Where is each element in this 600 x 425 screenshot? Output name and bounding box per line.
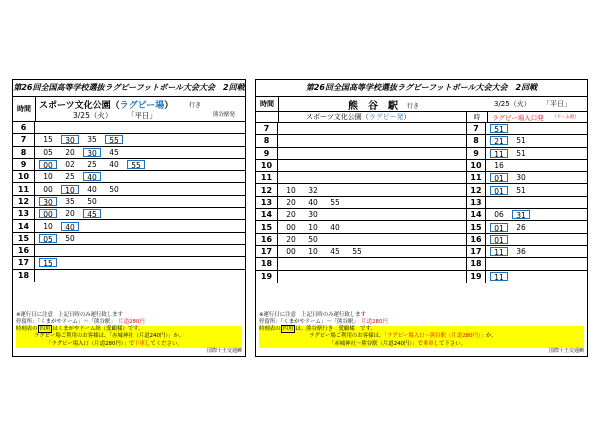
departure-minute: 01 bbox=[490, 223, 508, 232]
hour-cell: 8 bbox=[256, 135, 278, 146]
timetable-row bbox=[256, 160, 587, 172]
minutes-cell bbox=[39, 196, 105, 207]
minutes-cell-2 bbox=[490, 271, 512, 283]
date-label: 3/25（火） bbox=[494, 100, 531, 108]
hour-cell: 11 bbox=[256, 172, 278, 183]
timetable-rows bbox=[13, 122, 245, 282]
departure-minute: 55 bbox=[105, 135, 123, 144]
timetable-row bbox=[256, 234, 587, 246]
hour-cell-2: 13 bbox=[466, 197, 486, 208]
departure-minute: 01 bbox=[490, 173, 508, 182]
hour-cell: 14 bbox=[256, 209, 278, 220]
hour-cell-2: 18 bbox=[466, 258, 486, 269]
departure-minute: 10 bbox=[308, 222, 318, 232]
departure-minute: 40 bbox=[87, 184, 97, 194]
departure-minute: 10 bbox=[43, 172, 53, 182]
timetable-row bbox=[13, 245, 245, 257]
hour-cell-2: 7 bbox=[466, 123, 486, 134]
hour-cell: 15 bbox=[13, 233, 35, 244]
timetable-row bbox=[256, 209, 587, 221]
notes: ※運行日に注意 上記日時のみ運行致します 停留所：「くまがやドーム」～「熊谷駅」 片道280円 時刻表の 四角 は、熊谷駅行き 愛顧様 です。 ラグビー場ご利用のお客様は、「ラグビー場入口～熊谷駅（片道280円）」か、 「赤城神社～熊谷駅（片道240円）」で乗車して下さい。 国際十王交通㈱ bbox=[259, 311, 584, 354]
hour-cell-2: 9 bbox=[466, 148, 486, 159]
departure-minute: 40 bbox=[83, 172, 101, 181]
departure-minute: 30 bbox=[39, 197, 57, 206]
departure-minute: 00 bbox=[39, 209, 57, 218]
departure-minute: 00 bbox=[43, 184, 53, 194]
hour-cell-2: 12 bbox=[466, 184, 486, 195]
departure-minute: 10 bbox=[286, 185, 296, 195]
minutes-cell-2 bbox=[490, 172, 534, 183]
hour-cell: 14 bbox=[13, 220, 35, 231]
departure-minute: 36 bbox=[516, 247, 526, 257]
minutes-cell bbox=[39, 159, 149, 170]
departure-minute: 25 bbox=[65, 172, 75, 182]
departure-minute: 05 bbox=[39, 234, 57, 243]
departure-minute: 45 bbox=[83, 209, 101, 218]
departure-minute: 10 bbox=[308, 247, 318, 257]
departure-minute: 20 bbox=[286, 197, 296, 207]
departure-minute: 30 bbox=[61, 135, 79, 144]
timetable-row bbox=[256, 221, 587, 233]
departure-minute: 00 bbox=[286, 222, 296, 232]
departure-minute: 30 bbox=[516, 173, 526, 183]
timetable-rows bbox=[256, 123, 587, 283]
departure-minute: 20 bbox=[286, 234, 296, 244]
timetable-row bbox=[256, 258, 587, 270]
departure-minute: 30 bbox=[83, 148, 101, 157]
time-header: 時間 bbox=[13, 97, 36, 121]
hour-cell-2: 8 bbox=[466, 135, 486, 146]
hour-cell: 12 bbox=[256, 184, 278, 195]
departure-minute: 40 bbox=[308, 197, 318, 207]
departure-minute: 16 bbox=[494, 161, 504, 171]
minutes-cell-2 bbox=[490, 148, 534, 159]
timetable-row bbox=[13, 208, 245, 220]
timetable-left bbox=[12, 79, 246, 357]
departure-minute: 55 bbox=[330, 197, 340, 207]
timetable-row bbox=[13, 220, 245, 232]
timetable-right bbox=[255, 79, 588, 357]
hour-cell-2: 11 bbox=[466, 172, 486, 183]
hour-cell: 9 bbox=[13, 159, 35, 170]
departure-minute: 01 bbox=[490, 186, 508, 195]
stop-header bbox=[256, 112, 587, 123]
hour-cell: 10 bbox=[13, 171, 35, 182]
minutes-cell-2 bbox=[490, 123, 512, 134]
timetable-row bbox=[13, 270, 245, 282]
direction-tag: 行き bbox=[189, 102, 202, 109]
destination-station: 熊 谷 駅 bbox=[348, 101, 398, 112]
hour-cell-2: 19 bbox=[466, 271, 486, 283]
notes: ※運行日に注意 上記日時のみ運行致します 停留所：「くまがやドーム」～「熊谷駅」 片道280円 時刻表の 四角 はくまがやドーム経（愛顧様）です。 ラグビー場ご利用のお客様は、「赤城神社（片道240円）」か、 「ラグビー場入口（片道280円）」で下車してください。 国際十王交通㈱ bbox=[16, 311, 242, 354]
departure-minute: 11 bbox=[490, 149, 508, 158]
timetable-row bbox=[256, 271, 587, 283]
hour-cell: 17 bbox=[13, 257, 35, 268]
minutes-cell-2 bbox=[490, 246, 534, 257]
hour-cell: 9 bbox=[256, 148, 278, 159]
minutes-cell bbox=[282, 234, 326, 245]
hour-cell: 6 bbox=[13, 122, 35, 133]
timetable-row bbox=[13, 257, 245, 269]
event-title: 第26回全国高等学校選抜ラグビーフットボール大会大会 2回戦 bbox=[13, 80, 245, 97]
timetable-row bbox=[13, 233, 245, 245]
departure-minute: 50 bbox=[308, 234, 318, 244]
minutes-cell bbox=[39, 171, 105, 182]
departure-minute: 40 bbox=[330, 222, 340, 232]
departure-minute: 20 bbox=[286, 210, 296, 220]
destination: スポーツ文化公園（ラグビー場） bbox=[39, 101, 174, 111]
direction-tag: 行き bbox=[407, 103, 420, 110]
timetable-row bbox=[256, 148, 587, 160]
departure-minute: 35 bbox=[65, 196, 75, 206]
stop-right-note: （ドーム経） bbox=[552, 115, 579, 120]
hour-cell: 18 bbox=[13, 270, 35, 282]
timetable-row bbox=[13, 183, 245, 195]
day-type-label: 「平日」 bbox=[543, 100, 571, 108]
timetable-row bbox=[13, 171, 245, 183]
destination-header bbox=[256, 97, 587, 112]
minutes-cell bbox=[39, 257, 61, 268]
departure-minute: 51 bbox=[516, 185, 526, 195]
time-header: 時間 bbox=[256, 97, 279, 111]
time-header-2: 時 bbox=[466, 112, 488, 122]
minutes-cell bbox=[39, 208, 105, 219]
minutes-cell bbox=[282, 184, 326, 195]
event-title: 第26回全国高等学校選抜ラグビーフットボール大会大会 2回戦 bbox=[256, 80, 587, 97]
hour-cell: 8 bbox=[13, 147, 35, 158]
departure-minute: 05 bbox=[43, 147, 53, 157]
departure-minute: 50 bbox=[65, 233, 75, 243]
departure-minute: 30 bbox=[308, 210, 318, 220]
minutes-cell-2 bbox=[490, 234, 512, 245]
hour-cell: 7 bbox=[256, 123, 278, 134]
departure-minute: 40 bbox=[109, 160, 119, 170]
departure-minute: 55 bbox=[352, 247, 362, 257]
hour-cell: 15 bbox=[256, 221, 278, 232]
hour-cell-2: 16 bbox=[466, 234, 486, 245]
hour-cell: 16 bbox=[256, 234, 278, 245]
departure-minute: 50 bbox=[87, 196, 97, 206]
hour-cell: 19 bbox=[256, 271, 278, 283]
minutes-cell-2 bbox=[490, 160, 512, 171]
hour-cell-2: 10 bbox=[466, 160, 486, 171]
hour-cell: 7 bbox=[13, 134, 35, 145]
destination-stop: ラグビー場 bbox=[119, 101, 165, 111]
departure-minute: 35 bbox=[87, 135, 97, 145]
minutes-cell bbox=[39, 233, 83, 244]
timetable-row bbox=[13, 196, 245, 208]
departure-minute: 45 bbox=[109, 147, 119, 157]
hour-cell: 17 bbox=[256, 246, 278, 257]
departure-minute: 15 bbox=[39, 258, 57, 267]
hour-cell-2: 17 bbox=[466, 246, 486, 257]
timetable-row bbox=[256, 184, 587, 196]
departure-minute: 51 bbox=[490, 124, 508, 133]
timetable-row bbox=[256, 123, 587, 135]
minutes-cell-2 bbox=[490, 209, 534, 220]
departure-minute: 31 bbox=[512, 210, 530, 219]
departure-minute: 02 bbox=[65, 160, 75, 170]
departure-minute: 20 bbox=[65, 209, 75, 219]
departure-minute: 32 bbox=[308, 185, 318, 195]
departure-minute: 26 bbox=[516, 222, 526, 232]
minutes-cell bbox=[282, 221, 348, 232]
credit: 国際十王交通㈱ bbox=[206, 347, 242, 354]
minutes-cell bbox=[39, 134, 127, 145]
departure-minute: 25 bbox=[87, 160, 97, 170]
departure-minute: 40 bbox=[61, 222, 79, 231]
destination-header bbox=[13, 97, 245, 122]
minutes-cell bbox=[282, 246, 370, 257]
minutes-cell-2 bbox=[490, 221, 534, 232]
departure-minute: 15 bbox=[43, 135, 53, 145]
minutes-cell bbox=[39, 220, 83, 231]
departure-minute: 51 bbox=[516, 148, 526, 158]
timetable-row bbox=[13, 159, 245, 171]
minutes-cell bbox=[282, 197, 348, 208]
departure-minute: 20 bbox=[65, 147, 75, 157]
hour-cell: 13 bbox=[13, 208, 35, 219]
timetable-row bbox=[256, 172, 587, 184]
hour-cell: 16 bbox=[13, 245, 35, 256]
departure-minute: 11 bbox=[490, 247, 508, 256]
timetable-row bbox=[13, 122, 245, 134]
timetable-row bbox=[13, 147, 245, 159]
departure-minute: 50 bbox=[109, 184, 119, 194]
minutes-cell bbox=[282, 209, 326, 220]
hour-cell: 10 bbox=[256, 160, 278, 171]
date-label: 3/25（火） bbox=[73, 111, 113, 120]
hour-cell: 18 bbox=[256, 258, 278, 269]
departure-minute: 45 bbox=[330, 247, 340, 257]
stop-right: ラグビー場入口発 bbox=[492, 114, 544, 122]
timetable-row bbox=[256, 197, 587, 209]
minutes-cell bbox=[39, 147, 127, 158]
departure-minute: 51 bbox=[516, 136, 526, 146]
departure-minute: 06 bbox=[494, 210, 504, 220]
timetable-row bbox=[13, 134, 245, 146]
timetable-row bbox=[256, 246, 587, 258]
departure-minute: 11 bbox=[490, 272, 508, 281]
departure-minute: 21 bbox=[490, 136, 508, 145]
hour-cell: 13 bbox=[256, 197, 278, 208]
departure-minute: 00 bbox=[286, 247, 296, 257]
timetable-row bbox=[256, 135, 587, 147]
stop-left: スポーツ文化公園（ラグビー発） bbox=[306, 113, 411, 121]
departure-minute: 00 bbox=[39, 160, 57, 169]
hour-cell: 12 bbox=[13, 196, 35, 207]
credit: 国際十王交通㈱ bbox=[548, 347, 584, 354]
hour-cell-2: 14 bbox=[466, 209, 486, 220]
minutes-cell-2 bbox=[490, 135, 534, 146]
departure-minute: 10 bbox=[61, 185, 79, 194]
origin-label: 熊谷駅発 bbox=[213, 112, 236, 118]
minutes-cell bbox=[39, 183, 127, 194]
departure-minute: 55 bbox=[127, 160, 145, 169]
minutes-cell-2 bbox=[490, 184, 534, 195]
hour-cell: 11 bbox=[13, 183, 35, 194]
departure-minute: 10 bbox=[43, 221, 53, 231]
departure-minute: 01 bbox=[490, 235, 508, 244]
day-type-label: 「平日」 bbox=[127, 111, 157, 120]
hour-cell-2: 15 bbox=[466, 221, 486, 232]
